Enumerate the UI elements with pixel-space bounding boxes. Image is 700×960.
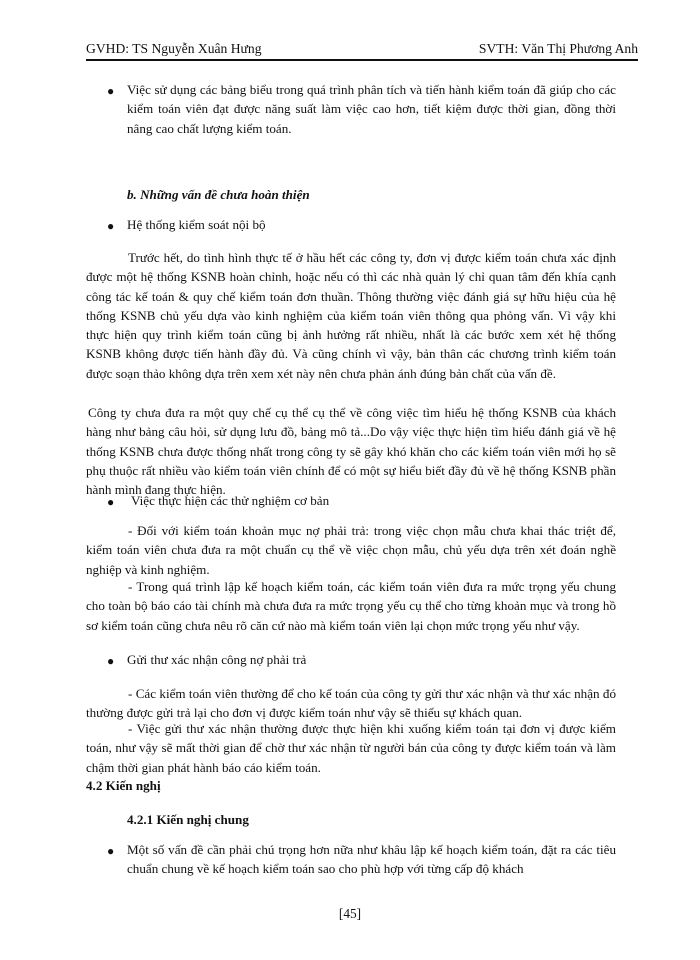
paragraph-materiality: - Trong quá trình lập kế hoạch kiểm toán, các kiểm toán viên đưa ra mức trọng yếu chung cho toàn bộ báo cáo tài chính mà chưa đưa ra mức trọng yếu cụ thể cho từng khoản mục và trong hồ sơ kiểm toán cũng chưa nêu rõ căn cứ nào mà kiểm toán viên lại chọn mức trọng yếu như vậy.: [86, 579, 616, 633]
bullet-icon: ●: [107, 844, 115, 858]
paragraph-confirmation-timing: - Việc gửi thư xác nhận thường được thực hiện khi xuống kiểm toán tại đơn vị được kiểm toán, như vậy sẽ mất thời gian để chờ thư xác nhận từ người bán của công ty được kiểm toán và làm chậm thời gian phát hành báo cáo kiểm toán.: [86, 721, 616, 775]
section-heading-4-2: 4.2 Kiến nghị: [86, 778, 161, 793]
bullet-icon: ●: [107, 84, 115, 98]
paragraph-payables-sampling: - Đối với kiểm toán khoản mục nợ phải trả: trong việc chọn mẫu chưa khai thác triệt để, kiểm toán viên chưa đưa ra một chuẩn cụ thể về việc chọn mẫu, chủ yếu dựa trên xét đoán nghề nghiệp và kinh nghiệm.: [86, 523, 616, 577]
header-student: SVTH: Văn Thị Phương Anh: [478, 41, 638, 56]
paragraph-confirmation-objectivity: - Các kiểm toán viên thường để cho kế toán của công ty gửi thư xác nhận và thư xác nhận đó thường được gửi trả lại cho đơn vị được kiểm toán như vậy sẽ thiếu sự khách quan.: [86, 686, 616, 721]
paragraph-internal-control: Trước hết, do tình hình thực tế ở hầu hết các công ty, đơn vị được kiểm toán chưa xác định được một hệ thống KSNB hoàn chỉnh, hoặc nếu có thì các nhà quản lý chỉ quan tâm đến khía cạnh công tác kế toán & quy chế kiểm toán đơn thuần. Thông thường việc đánh giá sự hữu hiệu của hệ thống KSNB chủ yếu dựa vào kinh nghiệm của kiểm toán viên thông qua phỏng vấn. Vì vậy khi thực hiện quy trình kiểm toán cũng bị ảnh hưởng rất nhiều, nhất là các bước xem xét hệ thống KSNB không được tiến hành đầy đủ. Và cũng chính vì vậy, bản thân các chương trình kiểm toán được soạn thảo không dựa trên xem xét này nên chưa phản ánh đúng bản chất của vấn đề.: [86, 250, 616, 381]
paragraph-general-recommendation: Một số vấn đề cần phải chú trọng hơn nữa như khâu lập kế hoạch kiểm toán, đặt ra các tiêu chuẩn chung về kế hoạch kiểm toán sao cho phù hợp với từng cấp độ khách: [127, 842, 616, 877]
bullet-icon: ●: [107, 495, 115, 509]
bullet-confirmation-letters: Gửi thư xác nhận công nợ phải trả: [127, 652, 307, 667]
bullet-internal-control: Hệ thống kiểm soát nội bộ: [127, 217, 266, 232]
section-heading-b: b. Những vấn đề chưa hoàn thiện: [127, 187, 310, 202]
paragraph-company-rules: Công ty chưa đưa ra một quy chế cụ thể cụ thể về công việc tìm hiểu hệ thống KSNB của khách hàng như bảng câu hỏi, sử dụng lưu đồ, bảng mô tả...Do vậy việc thực hiện tìm hiểu đánh giá về hệ thống KSNB chưa được thống nhất trong công ty sẽ gây khó khăn cho các kiểm toán viên mới họ sẽ phụ thuộc rất nhiều vào kiểm toán viên chính để có một sự hiểu biết đầy đủ về hệ thống KSNB phần hành mình đang thực hiện.: [86, 405, 616, 498]
bullet-substantive-tests: Việc thực hiện các thử nghiệm cơ bản: [131, 493, 330, 508]
bullet-icon: ●: [107, 654, 115, 668]
page-number: [45]: [338, 906, 362, 921]
paragraph-tables-benefit: Việc sử dụng các bảng biểu trong quá trình phân tích và tiến hành kiểm toán đã giúp cho các kiểm toán viên đạt được năng suất làm việc cao hơn, tiết kiệm được thời gian, đồng thời nâng cao chất lượng kiểm toán.: [127, 82, 616, 136]
header-instructor: GVHD: TS Nguyễn Xuân Hưng: [86, 41, 262, 56]
bullet-icon: ●: [107, 219, 115, 233]
page-header: [86, 37, 638, 61]
section-heading-4-2-1: 4.2.1 Kiến nghị chung: [127, 812, 249, 827]
